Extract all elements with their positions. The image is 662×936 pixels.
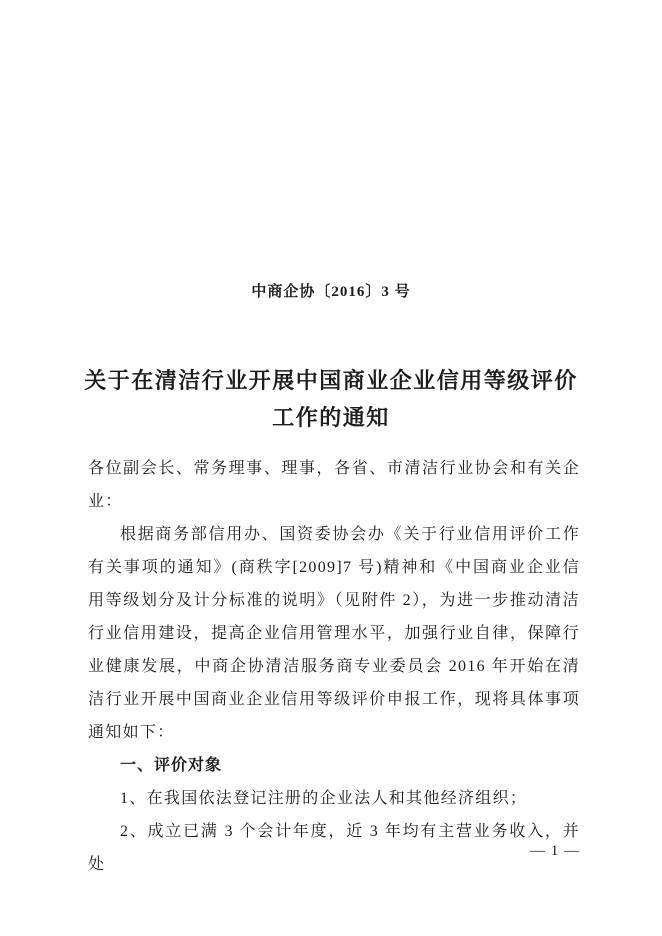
page-number: — 1 — bbox=[530, 843, 580, 859]
salutation: 各位副会长、常务理事、理事，各省、市清洁行业协会和有关企业： bbox=[88, 460, 580, 510]
document-number: 中商企协〔2016〕3 号 bbox=[251, 284, 411, 300]
document-title-line2: 工作的通知 bbox=[272, 405, 390, 430]
section-1-heading: 一、评价对象 bbox=[120, 757, 223, 774]
document-body bbox=[88, 452, 580, 881]
list-item-1: 1、在我国依法登记注册的企业法人和其他经济组织； bbox=[120, 790, 528, 807]
paragraph-1: 根据商务部信用办、国资委协会办《关于行业信用评价工作有关事项的通知》(商秩字[2009]7 号)精神和《中国商业企业信用等级划分及计分标准的说明》（见附件 2），为进一步推动清洁行业信用建设，提高企业信用管理水平，加强行业自律，保障行业健康发展，中商企协清洁服务商专业委员会 2016 年开始在清洁行业开展中国商业企业信用等级评价申报工作，现将具体事项通知如下： bbox=[88, 526, 580, 741]
list-item-2: 2、成立已满 3 个会计年度，近 3 年均有主营业务收入，并处 bbox=[88, 823, 580, 873]
document-title-line1: 关于在清洁行业开展中国商业企业信用等级评价 bbox=[84, 368, 578, 393]
document-title bbox=[50, 362, 612, 436]
